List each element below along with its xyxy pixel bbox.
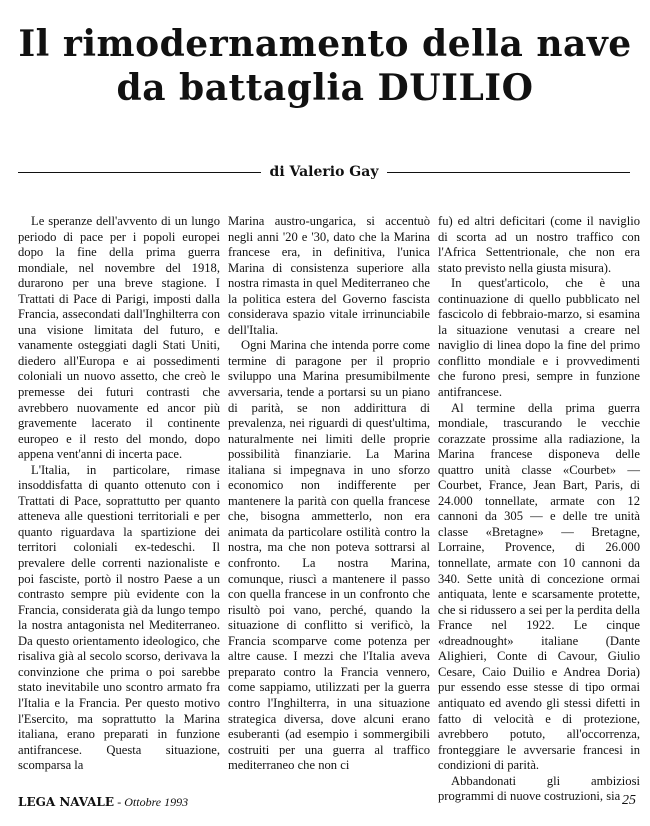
paragraph-continued: fu) ed altri deficitari (come il naviglio di scorta ad un nostro traffico con l'Africa Settentrionale, che non era stato previsto nella giusta misura). xyxy=(438,214,640,275)
text-column-2 xyxy=(228,214,430,805)
article-body xyxy=(18,214,640,805)
paragraph: In quest'articolo, che è una continuazione di quello pubblicato nel fascicolo di febbraio-marzo, si esamina la situazione venutasi a creare nel naviglio di linea dopo la fine del primo conflitto mondiale e i provvedimenti che furono presi, sempre in funzione antifrancese. xyxy=(438,276,640,400)
text-column-1 xyxy=(18,214,220,805)
article-title-line-1: Il rimodernamento della nave xyxy=(18,23,632,65)
text-column-3 xyxy=(438,214,640,805)
byline-rule-left xyxy=(18,172,261,173)
page-number: 25 xyxy=(622,793,636,808)
footer-magazine xyxy=(18,794,188,810)
byline xyxy=(18,164,630,180)
paragraph: Le speranze dell'avvento di un lungo periodo di pace per i popoli europei dopo la fine della prima guerra mondiale, nel novembre del 1918, durarono per una breve stagione. I Trattati di Pace di Parigi, imposti dalla Francia, assecondati dall'Inghilterra con una visione limitata del futuro, e vanamente osteggiati dagli Stati Uniti, diedero all'Europa e ai possedimenti coloniali un nuovo assetto, che creò le premesse dei futuri contrasti che avrebbero nuovamente ed ancor più gravemente lacerato il continente europeo e il resto del mondo, dopo appena vent'anni di incerta pace. xyxy=(18,214,220,462)
article-title-line-2: da battaglia DUILIO xyxy=(116,67,534,109)
magazine-name: LEGA NAVALE xyxy=(18,795,114,809)
author-name: di Valerio Gay xyxy=(269,164,379,180)
paragraph-continued: Marina austro-ungarica, si accentuò negli anni '20 e '30, dato che la Marina francese era, in definitiva, l'unica Marina di consistenza superiore alla nostra rimasta in quel Mediterraneo che la politica estera del Governo fascista considerava spazio vitale irrinunciabile dell'Italia. xyxy=(228,214,430,337)
paragraph: Abbandonati gli ambiziosi programmi di nuove costruzioni, sia xyxy=(438,773,640,804)
paragraph: Ogni Marina che intenda porre come termine di paragone per il proprio sviluppo una Marina presumibilmente avversaria, tende a portarsi su un piano di parità, se non addirittura di prevalenza, nei riguardi di quest'ultima, naturalmente nei limiti delle proprie possibilità finanziarie. La Marina italiana si impegnava in uno sforzo economico non indifferente per mantenere la parità con quella francese che, bisogna ammetterlo, non era animata da particolare ostilità contro la nostra, ma che non poteva sottrarsi al confronto. La nostra Marina, comunque, riuscì a mantenere il passo con quella francese in un confronto che risultò poi vano, perché, quando la situazione di conflitto si verificò, la Francia scomparve come potenza per altre cause. I mezzi che l'Italia aveva preparato contro la Francia vennero, come sappiamo, utilizzati per la guerra contro l'Inghilterra, in una situazione strategica diversa, dove alcuni erano esuberanti (ad esempio i sommergibili costruiti per una guerra al traffico mediterraneo che non ci xyxy=(228,338,430,773)
paragraph: Al termine della prima guerra mondiale, trascurando le vecchie corazzate prossime alla radiazione, la Marina francese disponeva delle quattro unità classe «Courbet» — Courbet, France, Jean Bart, Paris, di 24.000 tonnellate, armate con 12 cannoni da 305 — e delle tre unità classe «Bretagne» — Bretagne, Lorraine, Provence, di 26.000 tonnellate, armate con 10 cannoni da 340. Sette unità di concezione ormai antiquata, lente e scarsamente protette, che si ridussero a sei per la perdita della France nel 1922. Le cinque «dreadnought» italiane (Dante Alighieri, Conte di Cavour, Giulio Cesare, Caio Duilio e Andrea Doria) pur essendo esse stesse di tipo ormai antiquato ed avendo gli stessi difetti in fatto di velocità e di protezione, avrebbero potuto, all'occorrenza, fronteggiare le avversarie francesi in condizioni di parità. xyxy=(438,400,640,773)
byline-rule-right xyxy=(387,172,630,173)
paragraph: L'Italia, in particolare, rimase insoddisfatta di quanto ottenuto con i Trattati di Pace, soprattutto per quanto atteneva alle questioni territoriali e per quanto riguardava la spartizione dei territori coloniali ex-tedeschi. Il prevalere delle correnti nazionaliste e poi fasciste, portò il nostro Paese a un contrasto sempre più evidente con la Francia, considerata già da lungo tempo la nostra antagonista nel Mediterraneo. Da questo orientamento ideologico, che risaliva già al secolo scorso, derivava la convinzione che prima o poi sarebbe stato inevitabile uno scontro armato fra l'Italia e la Francia. Per questo motivo l'Esercito, ma soprattutto la Marina italiana, erano preparati in funzione antifrancese. Questa situazione, scomparsa la xyxy=(18,462,220,773)
issue-date: - Ottobre 1993 xyxy=(117,795,189,809)
article-title xyxy=(0,22,650,110)
